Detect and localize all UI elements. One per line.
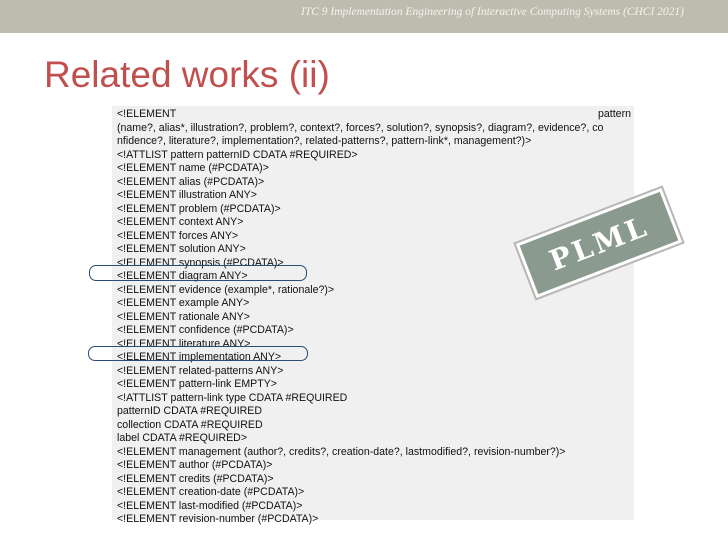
code-line (117, 500, 631, 514)
code-line (117, 176, 631, 190)
header-subtitle: ITC 9 Implementation Engineering of Interactive Computing Systems (CHCI 2021) (301, 6, 684, 18)
code-line-text: <!ELEMENT rationale ANY> (117, 310, 250, 323)
code-line (117, 432, 631, 446)
code-line-text: <!ELEMENT context ANY> (117, 216, 244, 228)
code-line-text: <!ELEMENT evidence (example*, rationale?)> (117, 283, 335, 296)
code-line (117, 203, 631, 217)
code-line-text: patternID CDATA #REQUIRED (117, 405, 263, 417)
code-line (117, 365, 631, 379)
code-line-text: <!ELEMENT synopsis (#PCDATA)> (117, 256, 284, 269)
code-line (117, 486, 631, 500)
code-line-text: <!ELEMENT diagram ANY> (117, 270, 248, 282)
stamp-label: PLML (544, 209, 654, 277)
code-line-text: label CDATA #REQUIRED> (117, 432, 248, 444)
code-line-text: <!ELEMENT last-modified (#PCDATA)> (117, 499, 303, 512)
code-line-text: <!ATTLIST pattern-link type CDATA #REQUIRED (117, 391, 348, 404)
header-bar (0, 0, 728, 33)
code-line (117, 378, 631, 392)
code-line (117, 108, 631, 122)
code-line-text: <!ELEMENT implementation ANY> (117, 351, 282, 363)
code-line-text: <!ELEMENT example ANY> (117, 297, 250, 309)
code-line-text: <!ELEMENT creation-date (#PCDATA)> (117, 486, 305, 498)
code-line (117, 405, 631, 419)
code-line-text: <!ELEMENT name (#PCDATA)> (117, 162, 269, 174)
code-line-text: <!ELEMENT problem (#PCDATA)> (117, 202, 281, 215)
code-line (117, 135, 631, 149)
code-line-text: <!ELEMENT alias (#PCDATA)> (117, 175, 265, 188)
code-line (117, 446, 631, 460)
code-line (117, 122, 631, 136)
code-line-text: <!ELEMENT revision-number (#PCDATA)> (117, 513, 319, 525)
code-line (117, 473, 631, 487)
highlight-ring-diagram (89, 265, 307, 281)
code-line-text: collection CDATA #REQUIRED (117, 418, 263, 431)
code-line-text: <!ELEMENT related-patterns ANY> (117, 364, 284, 377)
code-line-text: <!ELEMENT author (#PCDATA)> (117, 459, 273, 471)
code-line (117, 311, 631, 325)
code-line (117, 419, 631, 433)
code-line-text: <!ELEMENT management (author?, credits?, creation-date?, lastmodified?, revision-number?)> (117, 445, 566, 458)
code-line (117, 149, 631, 163)
code-line-text: <!ELEMENT literature ANY> (117, 337, 251, 350)
code-line-text: <!ELEMENT solution ANY> (117, 243, 246, 255)
code-line (117, 189, 631, 203)
code-line (117, 297, 631, 311)
code-line (117, 216, 631, 230)
code-line-text: <!ELEMENT illustration ANY> (117, 189, 257, 201)
code-line (117, 162, 631, 176)
code-line-text: (name?, alias*, illustration?, problem?, context?, forces?, solution?, synopsis?, diagram?, evidence?, co (117, 121, 604, 134)
code-line (117, 513, 631, 527)
slide-title: Related works (ii) (44, 54, 330, 95)
code-line-text: <!ATTLIST pattern patternID CDATA #REQUIRED> (117, 148, 358, 161)
dtd-code-listing (117, 108, 631, 527)
code-line-text: <!ELEMENT credits (#PCDATA)> (117, 472, 274, 485)
code-line-text: pattern (598, 108, 631, 120)
code-line-text: <!ELEMENT (117, 108, 177, 120)
code-line-text: <!ELEMENT forces ANY> (117, 229, 239, 242)
code-line (117, 459, 631, 473)
code-line-text: nfidence?, literature?, implementation?, related-patterns?, pattern-link*, management?)> (117, 135, 532, 147)
code-line-text: <!ELEMENT confidence (#PCDATA)> (117, 324, 294, 336)
code-line-text: <!ELEMENT pattern-link EMPTY> (117, 378, 277, 390)
highlight-ring-implementation (88, 346, 308, 361)
code-line (117, 392, 631, 406)
code-line (117, 324, 631, 338)
